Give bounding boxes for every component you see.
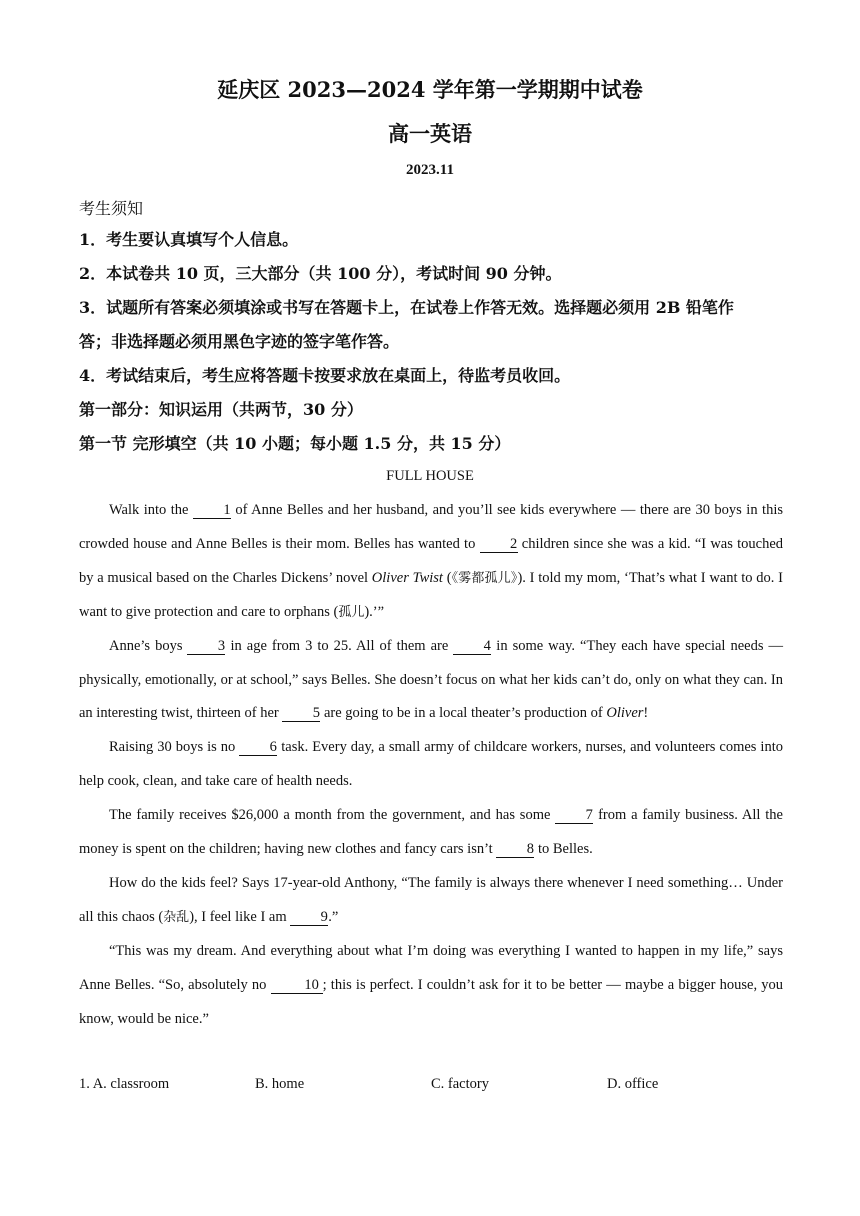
notice-item-4: 4．考试结束后，考生应将答题卡按要求放在桌面上，待监考员收回。: [79, 366, 571, 385]
paragraph-2: Anne’s boys 3 in age from 3 to 25. All of them are 4 in some way. “They each have special needs — physically, emotionally, or at school,” says Belles. She doesn’t focus on what her kids can’t do, only on what they can. In an interesting twist, thirteen of her 5 are going to be in a local theater’s production of Oliver!: [79, 637, 783, 722]
novel-title: Oliver Twist: [371, 569, 443, 586]
blank-1: 1: [193, 502, 231, 519]
blank-3: 3: [187, 638, 225, 655]
notice-heading: 考生须知: [79, 199, 144, 218]
blank-9: 9: [290, 909, 328, 926]
blank-8: 8: [496, 841, 534, 858]
paragraph-6: “This was my dream. And everything about what I’m doing was everything I wanted to happen in my life,” says Anne Belles. “So, absolutely no 10 ; this is perfect. I couldn’t ask for it to be better — maybe a bigger house, you know, would be nice.”: [79, 942, 783, 1027]
exam-subject: 高一英语: [388, 121, 472, 146]
chaos-cn: 杂乱: [163, 909, 190, 925]
option-1a: 1. A. classroom: [79, 1076, 170, 1092]
blank-2: 2: [480, 536, 518, 553]
paragraph-5: How do the kids feel? Says 17-year-old Anthony, “The family is always there whenever I need something… Under all this chaos (杂乱), I feel like I am 9.”: [79, 874, 783, 925]
exam-date: 2023.11: [406, 162, 454, 178]
oliver-title: Oliver: [606, 705, 644, 722]
paragraph-3: Raising 30 boys is no 6 task. Every day, a small army of childcare workers, nurses, and volunteers comes into help cook, clean, and take care of health needs.: [79, 739, 783, 790]
paragraph-1: Walk into the 1 of Anne Belles and her husband, and you’ll see kids everywhere — there are 30 boys in this crowded house and Anne Belles is their mom. Belles has wanted to 2 children since she was a kid. “I was touched by a musical based on the Charles Dickens’ novel Oliver Twist (《雾都孤儿》). I told my mom, ‘That’s what I want to do. I want to give protection and care to orphans (孤儿).’”: [79, 502, 784, 620]
exam-title: 延庆区 2023—2024 学年第一学期期中试卷: [217, 77, 643, 102]
option-1d: D. office: [607, 1076, 659, 1092]
section-part-one: 第一部分：知识运用（共两节，30 分）: [79, 400, 363, 419]
notice-item-1: 1．考生要认真填写个人信息。: [79, 230, 299, 249]
paragraph-4: The family receives $26,000 a month from the government, and has some 7 from a family business. All the money is spent on the children; having new clothes and fancy cars isn’t 8 to Belles.: [79, 807, 783, 858]
blank-10: 10: [271, 977, 323, 994]
blank-7: 7: [555, 807, 593, 824]
option-1b: B. home: [255, 1076, 305, 1092]
novel-title-cn: 《雾都孤儿》: [451, 570, 518, 586]
passage-title: FULL HOUSE: [386, 468, 474, 484]
orphan-cn: 孤儿: [338, 604, 365, 620]
section-cloze: 第一节 完形填空（共 10 小题；每小题 1.5 分，共 15 分）: [79, 434, 511, 453]
notice-item-2: 2．本试卷共 10 页，三大部分（共 100 分），考试时间 90 分钟。: [79, 264, 562, 283]
notice-item-3: 3．试题所有答案必须填涂或书写在答题卡上，在试卷上作答无效。选择题必须用 2B 铅笔作: [79, 298, 734, 317]
blank-4: 4: [453, 638, 491, 655]
blank-6: 6: [239, 739, 277, 756]
notice-item-3-cont: 答；非选择题必须用黑色字迹的签字笔作答。: [79, 332, 400, 351]
blank-5: 5: [282, 705, 320, 722]
passage-body: [79, 494, 783, 1037]
option-1c: C. factory: [431, 1076, 489, 1092]
